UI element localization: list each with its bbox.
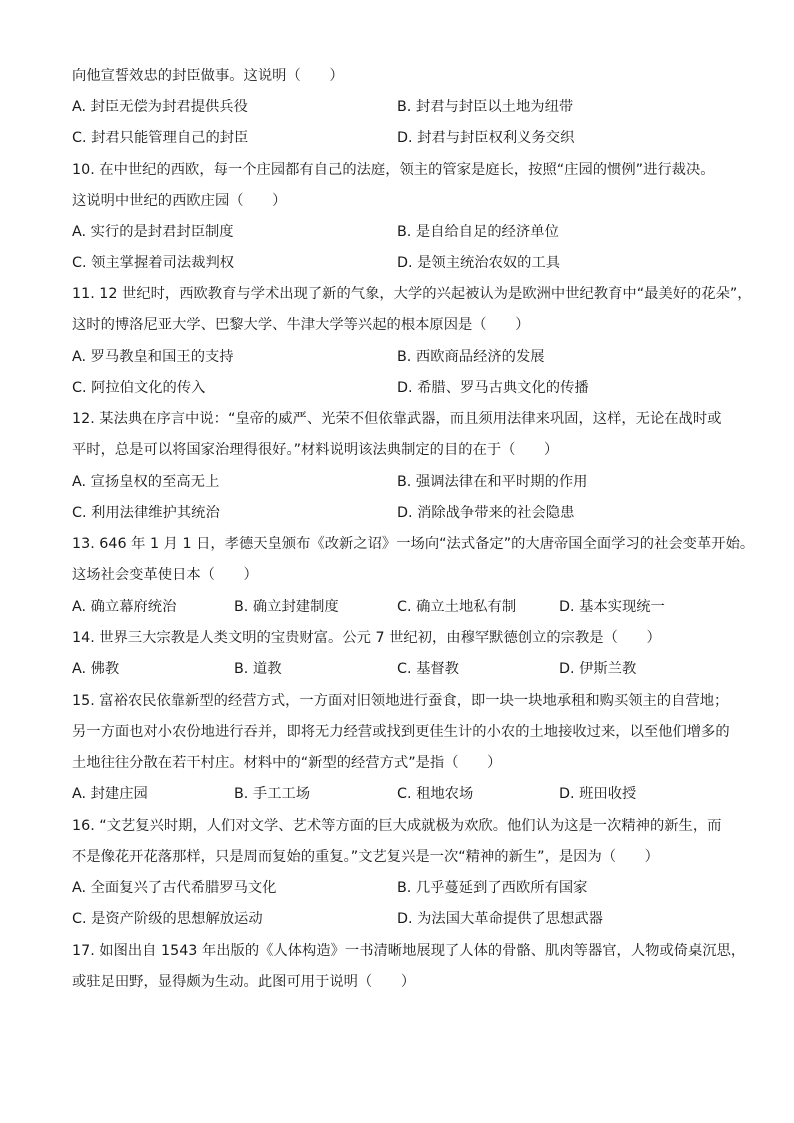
q14-option-a: A. 佛教 xyxy=(72,661,120,677)
q10-option-d: D. 是领主统治农奴的工具 xyxy=(397,255,561,271)
q13-option-b: B. 确立封建制度 xyxy=(234,599,339,615)
question-10-stem-line-1: 10. 在中世纪的西欧，每一个庄园都有自己的法庭，领主的管家是庭长，按照“庄园的惯例”进行裁决。 xyxy=(72,162,715,178)
q9-option-c: C. 封君只能管理自己的封臣 xyxy=(72,130,249,146)
question-14-stem: 14. 世界三大宗教是人类文明的宝贵财富。公元 7 世纪初，由穆罕默德创立的宗教是（ ） xyxy=(72,630,661,646)
q12-option-d: D. 消除战争带来的社会隐患 xyxy=(397,505,575,521)
q11-option-c: C. 阿拉伯文化的传入 xyxy=(72,380,206,396)
question-16-stem-line-1: 16. “文艺复兴时期，人们对文学、艺术等方面的巨大成就极为欢欣。他们认为这是一次精神的新生，而 xyxy=(72,818,722,834)
q13-option-a: A. 确立幕府统治 xyxy=(72,599,177,615)
q14-option-b: B. 道教 xyxy=(234,661,282,677)
q16-option-c: C. 是资产阶级的思想解放运动 xyxy=(72,911,263,927)
question-12-stem-line-2: 平时，总是可以将国家治理得很好。”材料说明该法典制定的目的在于（ ） xyxy=(72,442,559,458)
q16-option-b: B. 几乎蔓延到了西欧所有国家 xyxy=(397,880,588,896)
question-11-stem-line-1: 11. 12 世纪时，西欧教育与学术出现了新的气象，大学的兴起被认为是欧洲中世纪教育中“最美好的花朵”， xyxy=(72,286,752,302)
q16-option-a: A. 全面复兴了古代希腊罗马文化 xyxy=(72,880,277,896)
q13-option-d: D. 基本实现统一 xyxy=(559,599,665,615)
q12-option-b: B. 强调法律在和平时期的作用 xyxy=(397,474,588,490)
question-17-stem-line-1: 17. 如图出自 1543 年出版的《人体构造》一书清晰地展现了人体的骨骼、肌肉等器官，人物或倚桌沉思， xyxy=(72,943,746,959)
q11-option-b: B. 西欧商品经济的发展 xyxy=(397,349,545,365)
q10-option-a: A. 实行的是封君封臣制度 xyxy=(72,224,234,240)
question-15-stem-line-1: 15. 富裕农民依靠新型的经营方式，一方面对旧领地进行蚕食，即一块一块地承租和购买领主的自营地； xyxy=(72,693,729,709)
q14-option-d: D. 伊斯兰教 xyxy=(559,661,637,677)
question-13-stem-line-1: 13. 646 年 1 月 1 日，孝德天皇颁布《改新之诏》一场向“法式备定”的大唐帝国全面学习的社会变革开始。 xyxy=(72,536,755,552)
q9-option-b: B. 封君与封臣以土地为纽带 xyxy=(397,99,574,115)
q12-option-c: C. 利用法律维护其统治 xyxy=(72,505,220,521)
question-11-stem-line-2: 这时的博洛尼亚大学、巴黎大学、牛津大学等兴起的根本原因是（ ） xyxy=(72,317,530,333)
q10-option-b: B. 是自给自足的经济单位 xyxy=(397,224,559,240)
q10-option-c: C. 领主掌握着司法裁判权 xyxy=(72,255,235,271)
q11-option-d: D. 希腊、罗马古典文化的传播 xyxy=(397,380,589,396)
question-9-stem-tail: 向他宣誓效忠的封臣做事。这说明（ ） xyxy=(72,68,344,84)
q15-option-c: C. 租地农场 xyxy=(397,786,474,802)
q15-option-d: D. 班田收授 xyxy=(559,786,637,802)
q9-option-a: A. 封臣无偿为封君提供兵役 xyxy=(72,99,248,115)
question-15-stem-line-2: 另一方面也对小农份地进行吞并，即将无力经营或找到更佳生计的小农的土地接收过来，以至他们增多的 xyxy=(72,724,730,740)
q15-option-a: A. 封建庄园 xyxy=(72,786,148,802)
q14-option-c: C. 基督教 xyxy=(397,661,459,677)
q16-option-d: D. 为法国大革命提供了思想武器 xyxy=(397,911,603,927)
q13-option-c: C. 确立土地私有制 xyxy=(397,599,517,615)
question-16-stem-line-2: 不是像花开花落那样，只是周而复始的重复。”文艺复兴是一次“精神的新生”，是因为（ ） xyxy=(72,849,659,865)
question-13-stem-line-2: 这场社会变革使日本（ ） xyxy=(72,567,258,583)
question-17-stem-line-2: 或驻足田野，显得颇为生动。此图可用于说明（ ） xyxy=(72,974,416,990)
q12-option-a: A. 宣扬皇权的至高无上 xyxy=(72,474,220,490)
q9-option-d: D. 封君与封臣权利义务交织 xyxy=(397,130,575,146)
q11-option-a: A. 罗马教皇和国王的支持 xyxy=(72,349,234,365)
question-15-stem-line-3: 土地往往分散在若干村庄。材料中的“新型的经营方式”是指（ ） xyxy=(72,755,502,771)
q15-option-b: B. 手工工场 xyxy=(234,786,311,802)
question-10-stem-line-2: 这说明中世纪的西欧庄园（ ） xyxy=(72,193,287,209)
question-12-stem-line-1: 12. 某法典在序言中说：“皇帝的威严、光荣不但依靠武器，而且须用法律来巩固，这样，无论在战时或 xyxy=(72,411,722,427)
